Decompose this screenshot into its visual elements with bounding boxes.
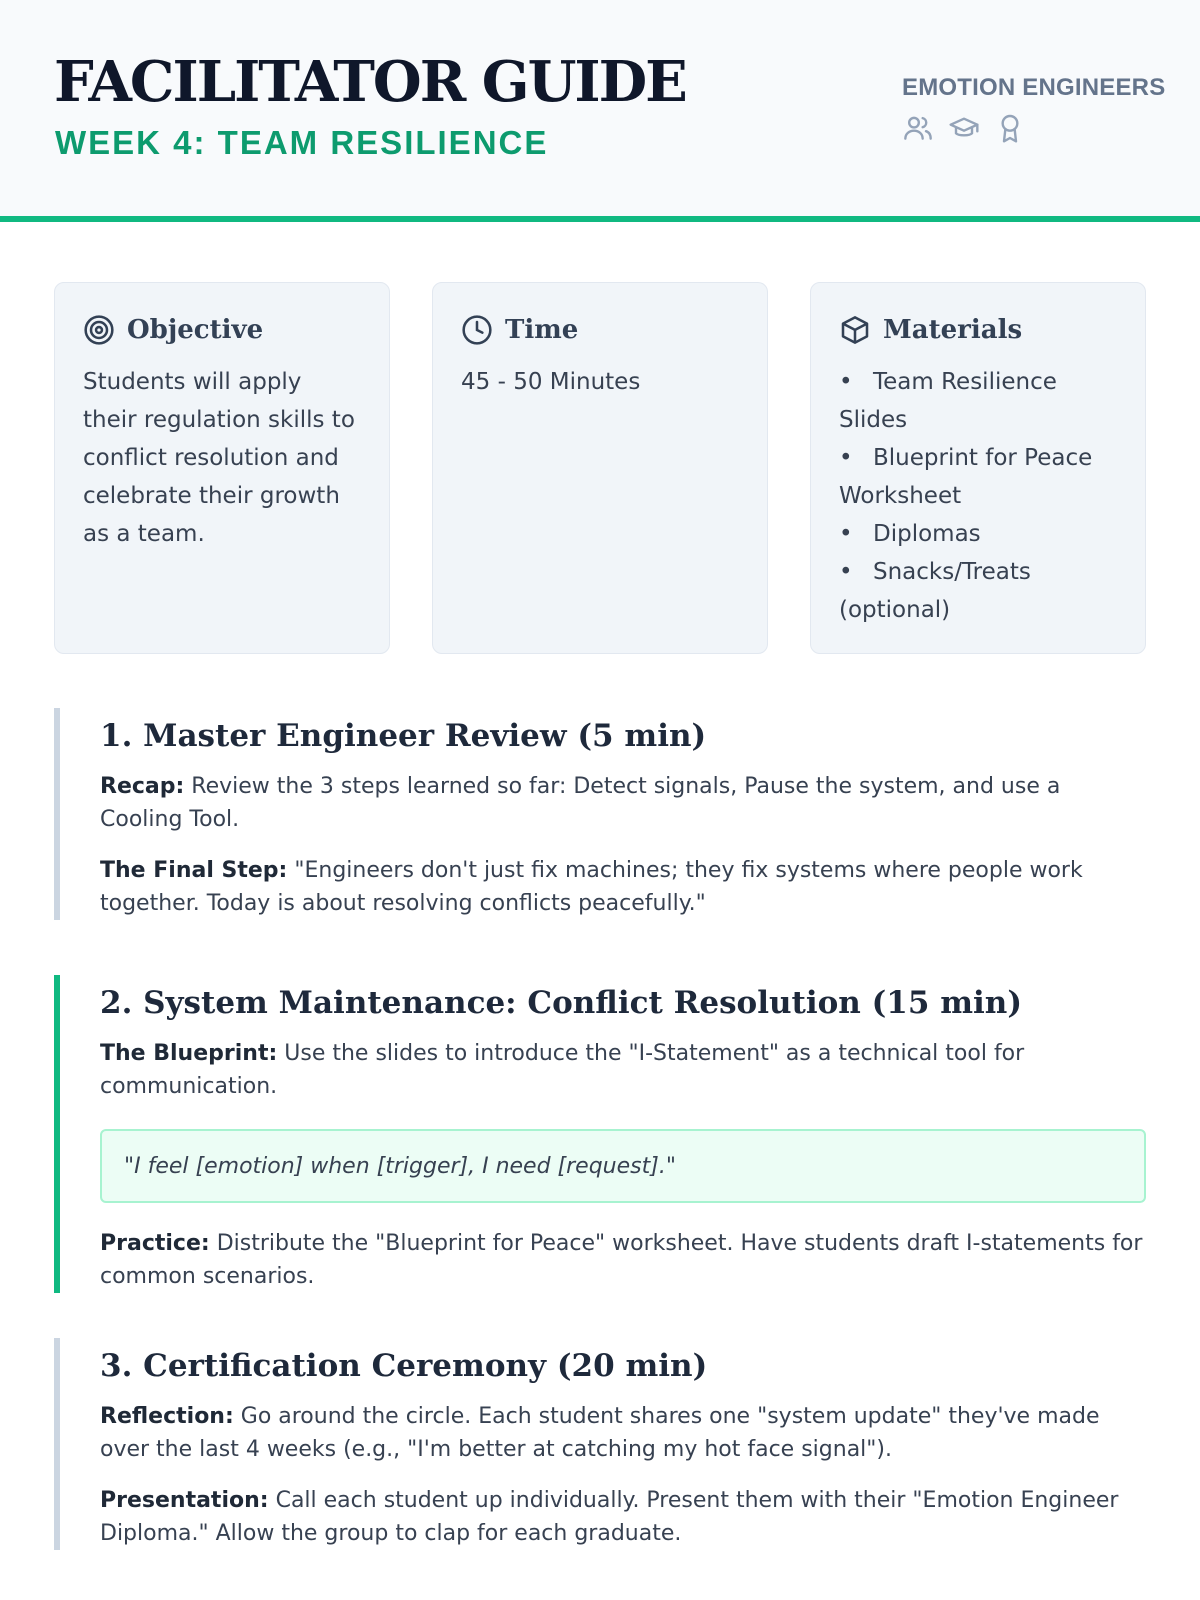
paragraph-text: Distribute the "Blueprint for Peace" worksheet. Have students draft I-statements for common scenarios. [100, 1231, 1143, 1289]
i-statement-quote: "I feel [emotion] when [trigger], I need [request]." [100, 1129, 1146, 1203]
time-title: Time [505, 315, 579, 345]
section-paragraph [100, 1484, 1146, 1550]
materials-card [810, 282, 1146, 654]
paragraph-label: Presentation: [100, 1488, 269, 1513]
target-icon [83, 314, 115, 346]
page-header [0, 0, 1200, 222]
paragraph-text: Call each student up individually. Present them with their "Emotion Engineer Diploma." Allow the group to clap for each graduate. [100, 1488, 1119, 1546]
section-paragraph [100, 1400, 1146, 1466]
section-heading: 1. Master Engineer Review (5 min) [100, 718, 707, 754]
list-item: • Snacks/Treats (optional) [839, 553, 1117, 629]
section-paragraph [100, 1227, 1146, 1293]
paragraph-text: "Engineers don't just fix machines; they fix systems where people work together. Today is about resolving conflicts peacefully." [100, 858, 1083, 916]
award-ribbon-icon [994, 112, 1026, 144]
section-heading: 3. Certification Ceremony (20 min) [100, 1348, 708, 1384]
section-conflict-resolution [54, 975, 1146, 1293]
materials-list [839, 363, 1117, 629]
section-heading: 2. System Maintenance: Conflict Resolution (15 min) [100, 985, 1023, 1021]
time-card [432, 282, 768, 654]
paragraph-text: Go around the circle. Each student shares one "system update" they've made over the last 4 weeks (e.g., "I'm better at catching my hot face signal"). [100, 1404, 1100, 1462]
box-icon [839, 314, 871, 346]
paragraph-text: Review the 3 steps learned so far: Detect signals, Pause the system, and use a Cooling Tool. [100, 774, 1061, 832]
time-text: 45 - 50 Minutes [461, 369, 641, 395]
section-paragraph [100, 854, 1146, 920]
graduation-cap-icon [948, 112, 980, 144]
paragraph-label: Recap: [100, 774, 185, 799]
page-subtitle: WEEK 4: TEAM RESILIENCE [55, 124, 549, 161]
list-item: • Diplomas [839, 515, 1117, 553]
section-review [54, 708, 1146, 920]
brand-icons [902, 112, 1146, 144]
overview-cards [54, 282, 1146, 654]
section-certification [54, 1338, 1146, 1550]
brand-name: EMOTION ENGINEERS [902, 74, 1166, 101]
paragraph-label: Practice: [100, 1231, 210, 1256]
page-title: FACILITATOR GUIDE [54, 49, 686, 115]
objective-title: Objective [127, 315, 264, 345]
clock-icon [461, 314, 493, 346]
paragraph-label: The Blueprint: [100, 1041, 278, 1066]
list-item: • Team Resilience Slides [839, 363, 1117, 439]
paragraph-label: Reflection: [100, 1404, 234, 1429]
objective-card [54, 282, 390, 654]
users-icon [902, 112, 934, 144]
list-item: • Blueprint for Peace Worksheet [839, 439, 1117, 515]
section-paragraph [100, 1037, 1146, 1103]
materials-title: Materials [883, 315, 1023, 345]
paragraph-label: The Final Step: [100, 858, 288, 883]
section-paragraph [100, 770, 1146, 836]
objective-text: Students will apply their regulation skills to conflict resolution and celebrate their growth as a team. [83, 369, 355, 547]
paragraph-text: Use the slides to introduce the "I-Statement" as a technical tool for communication. [100, 1041, 1025, 1099]
brand-block [886, 74, 1166, 144]
